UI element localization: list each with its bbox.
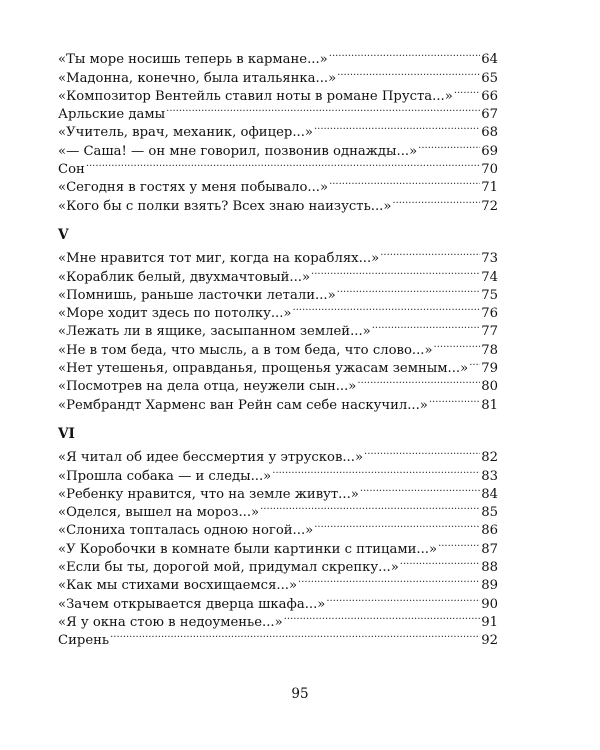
toc-entry-title: «Оделся, вышел на мороз...» — [58, 505, 260, 521]
dot-leader — [418, 136, 480, 154]
toc-entry — [58, 443, 498, 466]
toc-entry-page: 79 — [481, 361, 498, 377]
toc-entry-title: «Кораблик белый, двухмачтовый...» — [58, 269, 311, 285]
dot-leader — [326, 589, 480, 607]
toc-entry-title: «Прошла собака — и следы...» — [58, 468, 272, 484]
table-of-contents — [58, 45, 498, 649]
toc-entry-title: «Кого бы с полки взять? Всех знаю наизусть...» — [58, 198, 392, 214]
toc-entry-page: 75 — [481, 287, 498, 303]
page-number: 95 — [291, 686, 309, 702]
toc-entry-title: «Зачем открывается дверца шкафа...» — [58, 596, 326, 612]
toc-entry-page: 86 — [481, 523, 498, 539]
dot-leader — [392, 191, 480, 209]
toc-entry-page: 68 — [481, 125, 498, 141]
toc-entry-page: 77 — [481, 324, 498, 340]
dot-leader — [284, 608, 481, 626]
dot-leader — [380, 244, 480, 262]
dot-leader — [400, 553, 480, 571]
dot-leader — [434, 335, 481, 353]
toc-entry-page: 88 — [481, 560, 498, 576]
toc-entry — [58, 45, 498, 68]
dot-leader — [110, 626, 480, 644]
dot-leader — [469, 354, 480, 372]
toc-entry-title: «Ребенку нравится, что на земле живут...» — [58, 486, 359, 502]
toc-entry-title: «Рембрандт Харменс ван Рейн сам себе наскучил...» — [58, 397, 428, 413]
section-heading: VI — [58, 425, 75, 442]
toc-entry-page: 87 — [481, 541, 498, 557]
toc-entry-page: 73 — [481, 251, 498, 267]
toc-entry-page: 91 — [481, 614, 498, 630]
toc-entry-title: «Море ходит здесь по потолку...» — [58, 306, 292, 322]
toc-entry-title: «Мне нравится тот миг, когда на кораблях...» — [58, 251, 380, 267]
section-heading: V — [58, 226, 69, 243]
toc-entry-page: 64 — [481, 52, 498, 68]
toc-entry-title: «Если бы ты, дорогой мой, придумал скрепку...» — [58, 560, 399, 576]
dot-leader — [357, 372, 480, 390]
toc-entry-title: «У Коробочки в комнате были картинки с птицами...» — [58, 541, 438, 557]
toc-entry-title: «Композитор Вентейль ставил ноты в романе Пруста...» — [58, 88, 453, 104]
dot-leader — [337, 281, 481, 299]
dot-leader — [329, 173, 480, 191]
toc-entry-title: «Не в том беда, что мысль, а в том беда, что слово...» — [58, 342, 433, 358]
toc-entry — [58, 173, 498, 196]
toc-entry-page: 83 — [481, 468, 498, 484]
toc-entry-title: «Я читал об идее бессмертия у этрусков...» — [58, 450, 364, 466]
toc-entry-title: «Лежать ли в ящике, засыпанном землей...» — [58, 324, 371, 340]
toc-entry-page: 80 — [481, 379, 498, 395]
dot-leader — [311, 262, 480, 280]
dot-leader — [329, 45, 480, 63]
dot-leader — [293, 299, 481, 317]
toc-entry-page: 72 — [481, 198, 498, 214]
dot-leader — [438, 534, 480, 552]
dot-leader — [372, 317, 480, 335]
toc-entry-title: «Мадонна, конечно, была итальянка...» — [58, 70, 337, 86]
dot-leader — [454, 82, 480, 100]
dot-leader — [86, 155, 480, 173]
toc-entry-page: 65 — [481, 70, 498, 86]
dot-leader — [360, 480, 480, 498]
toc-entry-title: «Сегодня в гостях у меня побывало...» — [58, 180, 329, 196]
toc-entry-page: 85 — [481, 505, 498, 521]
toc-entry-page: 82 — [481, 450, 498, 466]
toc-entry-title: «Помнишь, раньше ласточки летали...» — [58, 287, 336, 303]
toc-section-continuation — [58, 45, 498, 214]
toc-entry-title: «— Саша! — он мне говорил, позвонив однажды...» — [58, 143, 418, 159]
toc-entry-page: 67 — [481, 107, 498, 123]
toc-entry-page: 69 — [481, 143, 498, 159]
toc-entry-title: «Как мы стихами восхищаемся...» — [58, 578, 298, 594]
toc-entry — [58, 626, 498, 649]
toc-entry-title: «Слониха топталась одною ногой...» — [58, 523, 314, 539]
toc-entry-title: Сон — [58, 162, 85, 178]
toc-section-vi — [58, 425, 498, 649]
toc-entry-title: «Учитель, врач, механик, офицер...» — [58, 125, 313, 141]
toc-entry — [58, 155, 498, 178]
toc-entry — [58, 244, 498, 267]
toc-entry-page: 81 — [481, 397, 498, 413]
dot-leader — [429, 390, 480, 408]
dot-leader — [314, 516, 480, 534]
dot-leader — [260, 498, 480, 516]
toc-entry-page: 90 — [481, 596, 498, 612]
toc-entry-title: «Ты море носишь теперь в кармане...» — [58, 52, 328, 68]
toc-entry-page: 92 — [481, 633, 498, 649]
toc-entry-page: 84 — [481, 486, 498, 502]
toc-entry-page: 70 — [481, 162, 498, 178]
toc-entry-page: 66 — [481, 88, 498, 104]
toc-entry-title: Сирень — [58, 633, 110, 649]
dot-leader — [298, 571, 480, 589]
toc-entry-page: 74 — [481, 269, 498, 285]
dot-leader — [166, 100, 480, 118]
toc-section-v — [58, 226, 498, 413]
toc-entry-title: «Я у окна стою в недоуменье...» — [58, 614, 283, 630]
toc-entry-title: «Нет утешенья, оправданья, прощенья ужасам земным...» — [58, 361, 469, 377]
toc-entry-page: 71 — [481, 180, 498, 196]
toc-entry-page: 78 — [481, 342, 498, 358]
dot-leader — [272, 461, 480, 479]
toc-entry-title: «Посмотрев на дела отца, неужели сын...» — [58, 379, 357, 395]
toc-entry-page: 76 — [481, 306, 498, 322]
dot-leader — [314, 118, 480, 136]
toc-entry-page: 89 — [481, 578, 498, 594]
dot-leader — [337, 63, 480, 81]
dot-leader — [364, 443, 480, 461]
toc-entry-title: Арльские дамы — [58, 107, 166, 123]
